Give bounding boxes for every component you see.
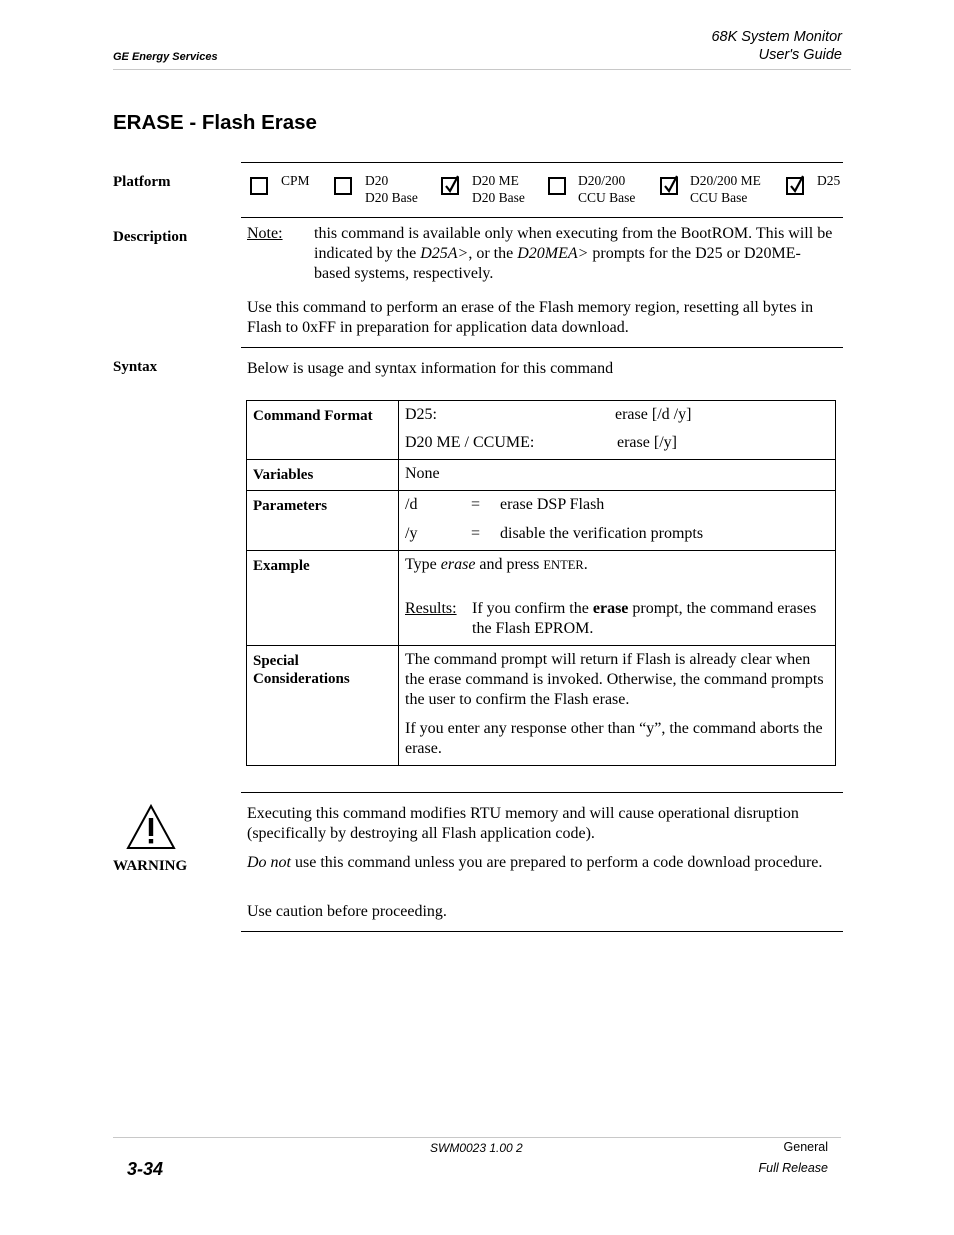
description-top-rule bbox=[241, 217, 843, 218]
platform-d20me-label: D20 ME D20 Base bbox=[472, 173, 525, 205]
example-label: Example bbox=[247, 551, 399, 646]
warning-p2: Do not use this command unless you are prepared to perform a code download procedure. bbox=[247, 854, 823, 871]
param-desc-y: disable the verification prompts bbox=[500, 525, 704, 542]
results-text: If you confirm the erase prompt, the command erases the Flash EPROM. bbox=[472, 600, 817, 637]
param-name-d: /d bbox=[405, 496, 418, 513]
param-eq-y: = bbox=[471, 525, 481, 542]
check-mark-icon bbox=[444, 175, 462, 195]
param-name-y: /y bbox=[405, 525, 418, 542]
checkbox-d20-200me bbox=[660, 177, 678, 195]
footer-divider bbox=[113, 1137, 841, 1138]
warning-bottom-rule bbox=[241, 931, 843, 932]
table-row-command-format bbox=[247, 401, 836, 460]
platform-d20-200me-label: D20/200 ME CCU Base bbox=[690, 173, 761, 205]
header-document-title bbox=[711, 28, 842, 64]
command-table bbox=[246, 400, 836, 766]
table-row-parameters bbox=[247, 491, 836, 551]
header-title-line2: User's Guide bbox=[758, 47, 842, 63]
param-desc-d: erase DSP Flash bbox=[500, 496, 605, 513]
check-mark-icon bbox=[663, 175, 681, 195]
note-label: Note: bbox=[247, 225, 283, 242]
command-format-label: Command Format bbox=[247, 401, 399, 460]
document-number: SWM0023 1.00 2 bbox=[430, 1141, 523, 1155]
table-row-special-considerations bbox=[247, 646, 836, 766]
description-bottom-rule bbox=[241, 347, 843, 348]
syntax-label: Syntax bbox=[113, 359, 158, 375]
warning-top-rule bbox=[241, 792, 843, 793]
footer-release: Full Release bbox=[758, 1161, 828, 1175]
checkbox-d20 bbox=[334, 177, 352, 195]
footer-category: General bbox=[783, 1140, 828, 1154]
syntax-intro: Below is usage and syntax information for this command bbox=[247, 360, 614, 377]
checkbox-cpm bbox=[250, 177, 268, 195]
warning-label: WARNING bbox=[113, 858, 188, 874]
checkbox-d25 bbox=[786, 177, 804, 195]
warning-p3: Use caution before proceeding. bbox=[247, 903, 447, 920]
page-title: ERASE - Flash Erase bbox=[113, 111, 317, 134]
platform-d25-label: D25 bbox=[817, 173, 841, 188]
example-text: Type erase and press ENTER. bbox=[405, 556, 588, 573]
parameters-label: Parameters bbox=[247, 491, 399, 551]
cf-command-d20me: erase [/y] bbox=[617, 434, 677, 451]
cf-command-d25: erase [/d /y] bbox=[615, 406, 692, 423]
warning-icon bbox=[125, 803, 177, 856]
special-considerations-p2: If you enter any response other than “y”, the command aborts the erase. bbox=[405, 720, 823, 757]
check-mark-icon bbox=[789, 175, 807, 195]
warning-p1: Executing this command modifies RTU memory and will cause operational disruption (specifically by destroying all Flash application code). bbox=[247, 805, 799, 842]
param-eq-d: = bbox=[471, 496, 481, 513]
checkbox-d20-200 bbox=[548, 177, 566, 195]
description-label: Description bbox=[113, 229, 188, 245]
variables-label: Variables bbox=[247, 460, 399, 491]
header-company: GE Energy Services bbox=[113, 51, 218, 63]
special-considerations-p1: The command prompt will return if Flash is already clear when the erase command is invoked. Otherwise, the command prompts the user to confirm the Flash erase. bbox=[405, 651, 824, 708]
note-text: this command is available only when executing from the BootROM. This will be indicated by the D25A>, or the D20MEA> prompts for the D25 or D20ME-based systems, respectively. bbox=[314, 225, 833, 282]
table-row-variables bbox=[247, 460, 836, 491]
header-divider bbox=[113, 69, 851, 70]
platform-label: Platform bbox=[113, 174, 171, 190]
cf-platform-d20me: D20 ME / CCUME: bbox=[405, 434, 535, 451]
platform-d20-200-label: D20/200 CCU Base bbox=[578, 173, 636, 205]
platform-d20-label: D20 D20 Base bbox=[365, 173, 418, 205]
table-row-example bbox=[247, 551, 836, 646]
page-number: 3-34 bbox=[127, 1159, 164, 1179]
checkbox-d20me bbox=[441, 177, 459, 195]
platform-top-rule bbox=[241, 162, 843, 163]
cf-platform-d25: D25: bbox=[405, 406, 437, 423]
description-body: Use this command to perform an erase of the Flash memory region, resetting all bytes in Flash to 0xFF in preparation for application data download. bbox=[247, 299, 814, 336]
platform-cpm-label: CPM bbox=[281, 173, 310, 188]
special-considerations-label: Special Considerations bbox=[247, 646, 399, 766]
header-title-line1: 68K System Monitor bbox=[711, 29, 842, 45]
results-label: Results: bbox=[405, 600, 457, 617]
variables-value: None bbox=[399, 460, 836, 491]
